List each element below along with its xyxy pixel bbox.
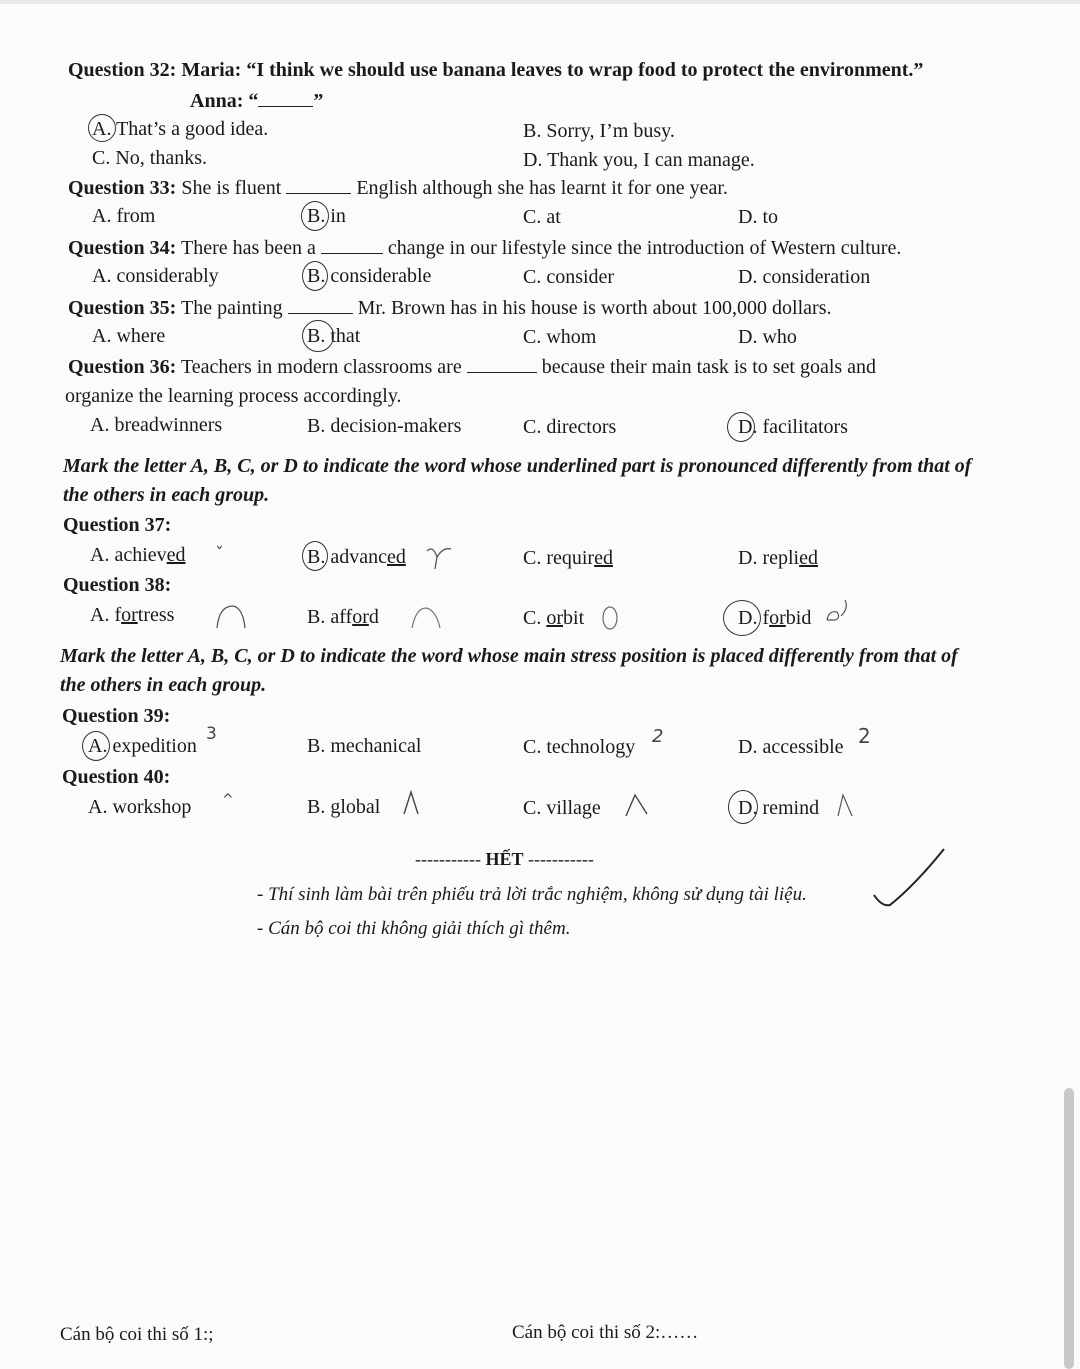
underlined-part: ed [799,547,818,569]
option-text: D. repli [738,547,800,569]
handwritten-mark: 2 [652,726,664,747]
note-answer-sheet: - Thí sinh làm bài trên phiếu trả lời trắc nghiệm, không sử dụng tài liệu. [257,884,807,905]
q35-option-b[interactable]: B. that [307,325,361,347]
anna-label: Anna: “ [190,90,259,112]
q33-option-a[interactable]: A. from [92,205,156,227]
q35-text-pre: The painting [176,297,288,319]
handwritten-mark: 3 [206,724,217,744]
option-text: C. requir [523,547,595,569]
q35-label: Question 35: [68,297,177,319]
q34-text-post: change in our lifestyle since the introduction of Western culture. [382,237,902,259]
answer-circle [728,790,758,824]
q33-option-b[interactable]: B. in [307,205,346,227]
q36-option-c[interactable]: C. directors [523,416,617,438]
answer-circle [723,600,761,636]
q36-stem-line2: organize the learning process accordingly. [65,385,402,407]
end-label: HẾT [485,849,524,869]
q35-stem [68,295,832,320]
q33-stem [68,175,728,200]
underlined-part: ed [166,544,186,566]
answer-blank [258,88,313,107]
q37-option-d[interactable] [738,546,818,570]
underlined-part: or [121,604,138,626]
anna-close-quote: ” [313,90,324,112]
q34-option-d[interactable]: D. consideration [738,266,871,288]
answer-circle [302,320,334,352]
q32-stem [68,58,923,82]
handwritten-stroke [400,790,422,816]
underlined-part: or [352,606,369,628]
q34-text-pre: There has been a [176,237,321,259]
option-text: tress [137,604,175,626]
option-text: A. f [90,604,122,626]
handwritten-check [870,845,950,915]
answer-circle [302,261,328,291]
q38-option-b[interactable] [307,605,379,629]
handwritten-stroke [213,602,249,632]
handwritten-stroke [598,603,622,633]
instruction-pronunciation: Mark the letter A, B, C, or D to indicate the word whose underlined part is pronounced differently from that of the others in each group. [63,455,972,506]
q40-option-d[interactable]: D. remind [738,797,820,819]
q38-option-a[interactable] [90,603,174,627]
q34-stem [68,235,901,260]
q36-label: Question 36: [68,356,177,378]
handwritten-stroke [834,792,856,818]
q34-label: Question 34: [68,237,177,259]
answer-circle [88,114,116,142]
top-edge [0,0,1080,4]
q39-option-b[interactable]: B. mechanical [307,735,422,757]
underlined-part: ed [594,547,613,569]
q35-text-post: Mr. Brown has in his house is worth about 100,000 dollars. [352,297,832,319]
q38-option-c[interactable] [523,606,584,630]
handwritten-stroke [823,598,853,626]
q40-option-c[interactable]: C. village [523,797,601,819]
q32-option-a[interactable]: A. That’s a good idea. [92,118,269,140]
q36-option-a[interactable]: A. breadwinners [90,414,223,436]
q32-label: Question 32: [68,59,177,81]
q39-option-d[interactable]: D. accessible [738,736,844,758]
dash-line: ----------- [527,849,594,869]
q37-option-a[interactable] [90,543,186,567]
answer-blank [321,235,383,254]
q36-text-post: because their main task is to set goals and [536,356,877,378]
q36-text-pre: Teachers in modern classrooms are [176,356,467,378]
option-text: d [368,606,379,628]
end-marker [415,847,594,871]
handwritten-mark: 2 [858,724,871,748]
proctor-1-label: Cán bộ coi thi số 1:; [60,1324,214,1345]
q36-option-d[interactable]: D. facilitators [738,416,848,438]
dash-line: ----------- [415,849,481,869]
handwritten-mark: ˇ [215,544,224,565]
scrollbar[interactable] [1064,1088,1074,1369]
q38-label: Question 38: [63,574,172,596]
q35-option-a[interactable]: A. where [92,325,166,347]
answer-blank [286,175,351,194]
answer-circle [82,731,110,761]
handwritten-stroke [623,792,649,818]
q34-option-a[interactable]: A. considerably [92,265,219,287]
q33-option-d[interactable]: D. to [738,206,778,228]
underlined-part: or [546,607,564,629]
handwritten-mark: ^ [222,792,234,808]
q40-option-a[interactable]: A. workshop [88,796,192,818]
q35-option-c[interactable]: C. whom [523,326,597,348]
answer-circle [301,201,329,231]
q39-option-c[interactable]: C. technology [523,736,636,758]
answer-blank [467,354,537,373]
underlined-part: or [769,607,786,629]
q33-label: Question 33: [68,177,177,199]
q39-option-a[interactable]: A. expedition [88,735,197,757]
option-text: C. [523,607,547,629]
underlined-part: ed [386,546,406,568]
answer-circle [727,412,755,442]
instruction-stress: Mark the letter A, B, C, or D to indicate the word whose main stress position is placed differently from that of the others in each group. [60,645,958,696]
option-text: D. f [738,607,770,629]
q32-prompt: Maria: “I think we should use banana leaves to wrap food to protect the environment.” [176,59,924,81]
option-text: A. achiev [90,544,167,566]
option-text: bid [785,607,812,629]
q33-option-c[interactable]: C. at [523,206,561,228]
q37-label: Question 37: [63,514,172,536]
handwritten-stroke [425,543,455,571]
q32-option-d[interactable]: D. Thank you, I can manage. [523,149,755,171]
proctor-2-label: Cán bộ coi thi số 2:…… [512,1322,699,1343]
option-text: B. aff [307,606,353,628]
q32-anna [190,88,323,113]
handwritten-stroke [408,604,444,632]
q33-text-pre: She is fluent [176,177,287,199]
q33-text-post: English although she has learnt it for one year. [351,177,728,199]
q36-option-b[interactable]: B. decision-makers [307,415,462,437]
q34-option-c[interactable]: C. consider [523,266,615,288]
q40-label: Question 40: [62,766,171,788]
q35-option-d[interactable]: D. who [738,326,797,348]
answer-blank [288,295,353,314]
q40-option-b[interactable]: B. global [307,796,381,818]
option-text: B. advanc [307,546,387,568]
answer-circle [302,541,328,571]
q36-stem [68,354,876,379]
option-text: bit [563,607,585,629]
q34-option-b[interactable]: B. considerable [307,265,432,287]
q39-label: Question 39: [62,705,171,727]
q32-option-c[interactable]: C. No, thanks. [92,147,207,169]
note-no-explanation: - Cán bộ coi thi không giải thích gì thêm. [257,918,571,939]
q37-option-c[interactable] [523,546,613,570]
q32-option-b[interactable]: B. Sorry, I’m busy. [523,120,675,142]
